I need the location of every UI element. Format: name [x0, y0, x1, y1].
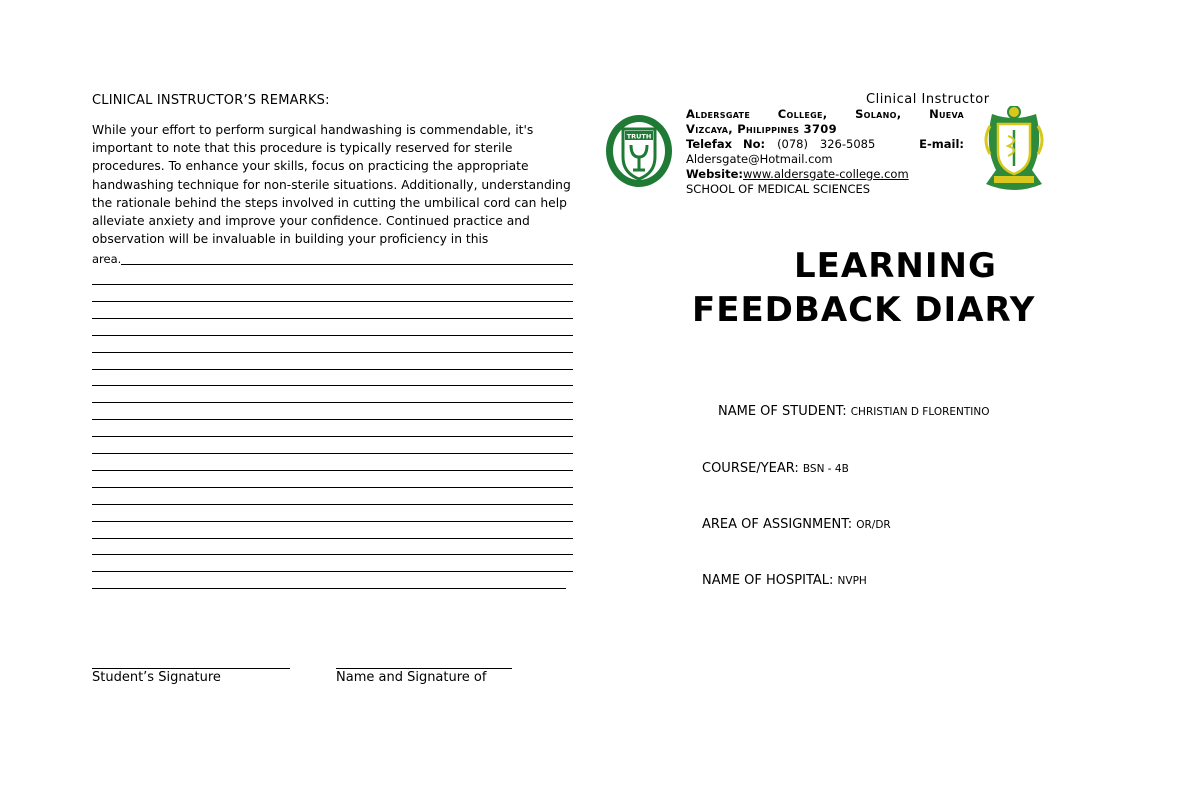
- seal-logo-text: TRUTH: [626, 132, 652, 141]
- college-name-word: Aldersgate: [686, 107, 751, 121]
- student-name-field: [718, 404, 990, 419]
- writing-line: [92, 385, 573, 386]
- remarks-heading: CLINICAL INSTRUCTOR’S REMARKS:: [92, 93, 330, 108]
- writing-line: [92, 487, 573, 488]
- writing-line: [92, 419, 573, 420]
- school-name: SCHOOL OF MEDICAL SCIENCES: [686, 182, 871, 196]
- writing-line: [121, 264, 573, 265]
- college-name-word: Solano,: [855, 107, 902, 121]
- area-of-assignment-field: [702, 517, 891, 532]
- college-address-line: Vizcaya, Philippines 3709: [686, 122, 837, 136]
- student-signature-line: [92, 668, 290, 669]
- field-value: BSN - 4B: [802, 463, 849, 475]
- college-name-line: [686, 107, 964, 122]
- website-link[interactable]: www.aldersgate-college.com: [743, 167, 909, 181]
- college-address-block: [686, 107, 964, 197]
- telefax-label: Telefax: [686, 137, 733, 151]
- field-value: OR/DR: [856, 519, 891, 531]
- hospital-name-field: [702, 573, 867, 588]
- telefax-code: (078): [777, 137, 808, 151]
- school-crest-logo: [978, 106, 1050, 192]
- title-line-2: FEEDBACK DIARY: [692, 290, 1036, 330]
- field-label: NAME OF HOSPITAL:: [702, 573, 834, 588]
- remarks-last-word: area.: [92, 252, 122, 266]
- field-value: NVPH: [837, 575, 867, 587]
- course-year-field: [702, 461, 849, 476]
- clinical-instructor-label: Clinical Instructor: [866, 92, 990, 107]
- writing-line: [92, 571, 573, 572]
- telefax-line: [686, 137, 964, 152]
- writing-line: [92, 453, 573, 454]
- field-value: CHRISTIAN D FLORENTINO: [850, 406, 990, 418]
- field-label: NAME OF STUDENT:: [718, 404, 847, 419]
- writing-line: [92, 538, 573, 539]
- remarks-text: While your effort to perform surgical handwashing is commendable, it's important to note that this procedure is typically reserved for sterile procedures. To enhance your skills, focus on practicing the appropriate handwashing technique for non-sterile situations. Additionally, understanding the rationale behind the steps involved in cutting the umbilical cord can help alleviate anxiety and improve your confidence. Continued practice and observation will be invaluable in building your proficiency in this: [92, 123, 571, 247]
- email-label: E-mail:: [919, 137, 964, 151]
- college-seal-logo: [604, 113, 674, 189]
- field-label: COURSE/YEAR:: [702, 461, 799, 476]
- writing-line: [92, 369, 573, 370]
- writing-line: [92, 554, 573, 555]
- field-label: AREA OF ASSIGNMENT:: [702, 517, 853, 532]
- writing-line: [92, 335, 573, 336]
- writing-line: [92, 504, 573, 505]
- diary-title: [692, 244, 1035, 332]
- college-email: Aldersgate@Hotmail.com: [686, 152, 833, 166]
- writing-line: [92, 318, 573, 319]
- writing-line: [92, 402, 573, 403]
- website-label: Website:: [686, 167, 743, 181]
- college-name-word: College,: [777, 107, 828, 121]
- writing-line: [92, 352, 573, 353]
- telefax-no-label: No:: [743, 137, 766, 151]
- writing-line: [92, 301, 573, 302]
- instructor-signature-label: Name and Signature of: [336, 670, 487, 685]
- writing-line: [92, 436, 573, 437]
- writing-line: [92, 521, 573, 522]
- telefax-number: 326-5085: [819, 137, 876, 151]
- student-signature-label: Student’s Signature: [92, 670, 221, 685]
- writing-line: [92, 284, 573, 285]
- college-name-word: Nueva: [929, 107, 964, 121]
- instructor-signature-line: [336, 668, 512, 669]
- title-line-1: LEARNING: [794, 246, 997, 286]
- website-line: [686, 167, 964, 182]
- writing-line: [92, 588, 566, 589]
- writing-line: [92, 470, 573, 471]
